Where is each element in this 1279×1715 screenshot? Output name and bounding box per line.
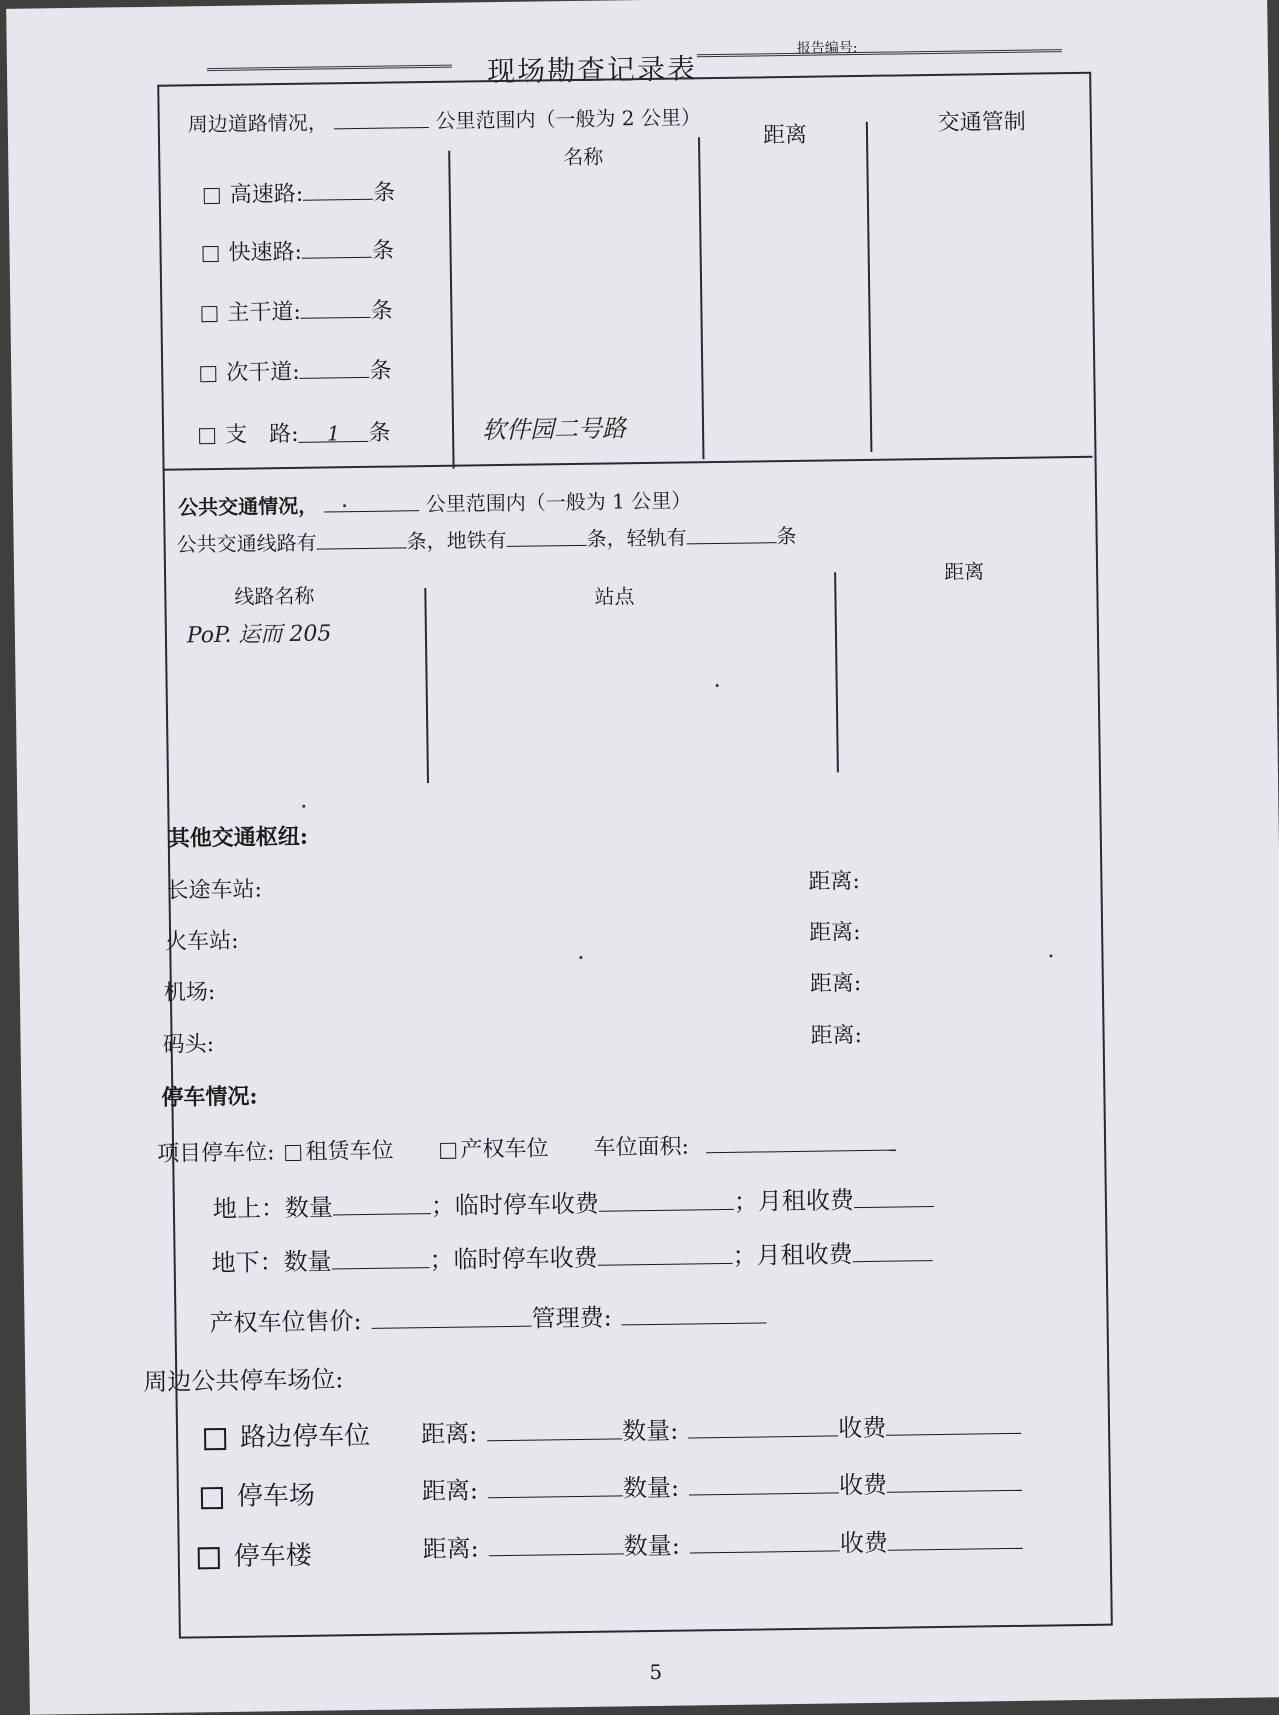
road-checkbox[interactable] (201, 306, 217, 322)
scan-speck (716, 684, 719, 687)
road-unit: 条 (368, 420, 391, 446)
below-quantity-label: 地下：数量 (211, 1247, 332, 1278)
header-rule (697, 49, 1062, 57)
public-parking-row (201, 1475, 316, 1514)
transit-lines-prefix: 公共交通线路有 (176, 530, 317, 557)
above-monthly-fee-field[interactable] (854, 1182, 934, 1208)
quantity-field[interactable] (689, 1468, 839, 1495)
roads-col-distance: 距离 (762, 122, 808, 149)
mgmt-fee-label: 管理费: (531, 1303, 612, 1333)
below-quantity-field[interactable] (331, 1243, 429, 1269)
lease-option: 租赁车位 (305, 1138, 394, 1165)
road-item (200, 354, 392, 388)
road-count-field[interactable]: 1 (298, 421, 368, 443)
road-label: 次干道: (226, 359, 300, 386)
transit-range-text: 公里范围内（一般为 1 公里） (425, 488, 692, 517)
transit-text: 条，轻轨有 (586, 525, 687, 551)
above-quantity-field[interactable] (333, 1189, 431, 1215)
area-label: 车位面积: (593, 1134, 690, 1161)
road-count-field[interactable] (303, 177, 373, 201)
road-count-field[interactable] (302, 235, 372, 259)
distance-label: 距离: (421, 1476, 479, 1506)
fee-field[interactable] (888, 1524, 1023, 1551)
public-parking-row (204, 1415, 371, 1454)
quantity-label: 数量: (623, 1531, 681, 1561)
fee-field[interactable] (886, 1409, 1021, 1436)
road-item (201, 294, 393, 328)
bus-lines-field[interactable] (316, 527, 406, 549)
roads-col-control: 交通管制 (937, 109, 1027, 136)
hub-distance-label: 距离: (810, 1023, 863, 1049)
fee-label: 收费 (838, 1413, 887, 1443)
form-title: 现场勘查记录表 (486, 52, 698, 89)
below-temp-fee-field[interactable] (597, 1239, 732, 1266)
roads-range-text: 公里范围内（一般为 2 公里） (435, 105, 702, 133)
road-unit: 条 (373, 180, 396, 206)
page-number: 5 (649, 1659, 663, 1685)
distance-field[interactable] (489, 1529, 624, 1556)
sale-price-field[interactable] (371, 1302, 531, 1329)
fee-label: 收费 (838, 1470, 888, 1500)
public-parking-row (197, 1535, 312, 1574)
fee-label: 收费 (839, 1528, 889, 1558)
transit-text: 条 (776, 523, 797, 549)
distance-field[interactable] (487, 1414, 622, 1441)
road-checkbox[interactable] (199, 428, 215, 444)
hub-distance-label: 距离: (808, 920, 861, 946)
road-unit: 条 (370, 298, 394, 324)
road-label: 高速路: (229, 181, 304, 208)
handwritten-transit-line: PoP. 运而 205 (186, 621, 332, 649)
road-label: 支 路: (224, 421, 299, 448)
hub-distance-label: 距离: (808, 869, 861, 895)
above-temp-fee-field[interactable] (599, 1185, 734, 1212)
public-parking-type: 路边停车位 (239, 1420, 371, 1453)
light-rail-field[interactable] (686, 522, 776, 544)
public-parking-checkbox[interactable] (198, 1547, 220, 1569)
road-checkbox[interactable] (202, 246, 218, 262)
area-field[interactable] (706, 1128, 896, 1154)
sale-price-label: 产权车位售价: (209, 1307, 362, 1338)
scan-speck (579, 956, 582, 959)
lease-checkbox[interactable] (285, 1145, 301, 1161)
distance-label: 距离: (420, 1419, 478, 1449)
distance-field[interactable] (488, 1471, 623, 1498)
header-rule (207, 65, 452, 71)
quantity-field[interactable] (688, 1411, 838, 1438)
distance-label: 距离: (422, 1534, 479, 1564)
public-parking-checkbox[interactable] (201, 1487, 223, 1509)
public-parking-type: 停车楼 (233, 1540, 313, 1572)
scan-speck (343, 504, 346, 507)
public-parking-heading: 周边公共停车场位: (143, 1365, 344, 1397)
road-count-field[interactable] (301, 295, 371, 319)
road-checkbox[interactable] (200, 366, 216, 382)
road-item (202, 233, 394, 267)
report-number-label: 报告编号: (796, 40, 858, 57)
roads-range-blank (334, 107, 429, 129)
above-quantity-label: 地上：数量 (212, 1193, 334, 1224)
road-label: 快速路: (228, 239, 303, 266)
own-checkbox[interactable] (440, 1143, 456, 1159)
transit-col-line: 线路名称 (234, 583, 315, 609)
road-unit: 条 (371, 238, 395, 264)
scan-speck (1049, 954, 1052, 957)
hub-label: 长途车站: (166, 877, 263, 904)
hub-label: 机场: (163, 980, 216, 1006)
transit-range-blank (324, 490, 419, 512)
monthly-fee-label: ；月租收费 (732, 1240, 853, 1270)
mgmt-fee-field[interactable] (621, 1298, 766, 1325)
road-label: 主干道: (227, 299, 302, 326)
monthly-fee-label: ；月租收费 (733, 1186, 855, 1216)
scan-speck (302, 805, 305, 808)
quantity-label: 数量: (621, 1416, 679, 1446)
public-parking-checkbox[interactable] (204, 1428, 226, 1450)
public-parking-type: 停车场 (236, 1480, 316, 1512)
road-checkbox[interactable] (204, 188, 220, 204)
hubs-heading: 其他交通枢纽: (167, 823, 309, 852)
transit-text: 条，地铁有 (406, 527, 507, 554)
transit-heading-text: 公共交通情况， (177, 493, 319, 520)
transit-col-station: 站点 (594, 584, 635, 609)
hub-distance-label: 距离: (809, 971, 862, 997)
quantity-label: 数量: (622, 1473, 680, 1503)
transit-col-distance: 距离 (943, 559, 985, 584)
parking-heading: 停车情况: (161, 1083, 258, 1111)
project-parking-label: 项目停车位: (156, 1140, 275, 1167)
handwritten-road-name: 软件园二号路 (481, 414, 627, 445)
fee-field[interactable] (887, 1466, 1022, 1493)
quantity-field[interactable] (690, 1526, 840, 1553)
hub-label: 码头: (162, 1032, 215, 1058)
below-monthly-fee-field[interactable] (852, 1236, 932, 1262)
road-item (199, 416, 391, 450)
road-unit: 条 (369, 358, 392, 384)
temp-fee-label: ；临时停车收费 (429, 1243, 598, 1275)
metro-lines-field[interactable] (506, 525, 586, 547)
road-count-field[interactable] (299, 355, 369, 379)
roads-heading-text: 周边道路情况， (187, 110, 328, 137)
roads-col-name: 名称 (563, 144, 604, 170)
document-page (6, 0, 1279, 1715)
temp-fee-label: ；临时停车收费 (430, 1189, 600, 1221)
own-option: 产权车位 (460, 1136, 549, 1163)
hub-label: 火车站: (165, 928, 239, 955)
road-item (204, 175, 396, 209)
